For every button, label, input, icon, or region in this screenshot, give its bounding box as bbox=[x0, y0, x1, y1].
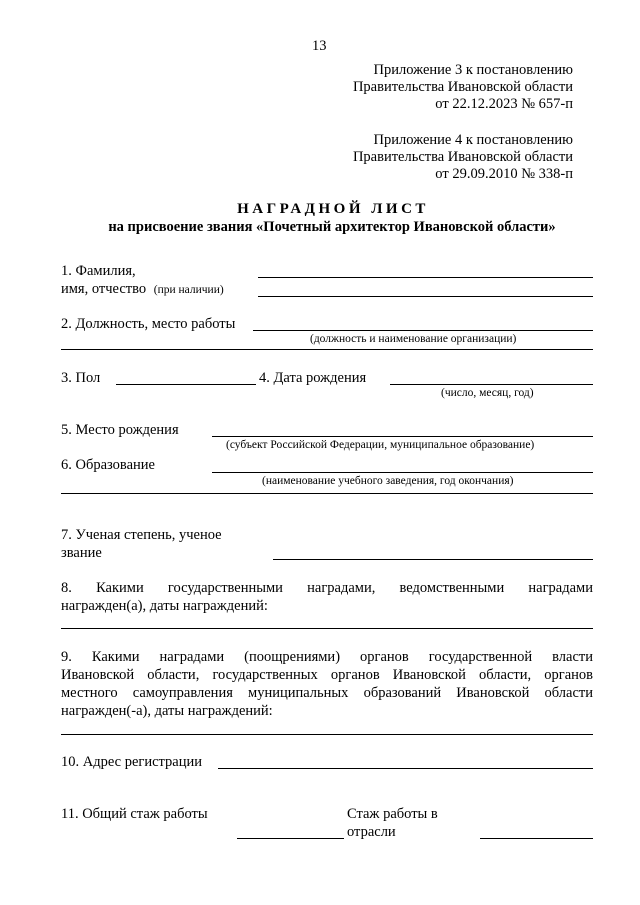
field-name-note: (при наличии) bbox=[153, 284, 224, 296]
field-position-label: 2. Должность, место работы bbox=[61, 316, 236, 332]
field-birthplace-hint: (субъект Российской Федерации, муниципальное образование) bbox=[226, 439, 535, 451]
field-name-label-b bbox=[61, 281, 224, 298]
field-education-line[interactable] bbox=[212, 472, 593, 473]
field-position-line-1[interactable] bbox=[253, 330, 593, 331]
field-birthplace-line[interactable] bbox=[212, 436, 593, 437]
appendix-original-line2: Правительства Ивановской области bbox=[352, 149, 573, 165]
field-name-label-b-text: имя, отчество bbox=[61, 281, 147, 297]
page-number: 13 bbox=[312, 38, 327, 54]
field-industry-experience-line[interactable] bbox=[480, 838, 593, 839]
appendix-current-line1: Приложение 3 к постановлению bbox=[373, 62, 573, 78]
appendix-original bbox=[353, 132, 573, 183]
field-industry-experience-label-b: отрасли bbox=[347, 824, 396, 840]
field-degree-label-b: звание bbox=[61, 545, 102, 561]
appendix-current bbox=[353, 62, 573, 113]
field-education-hint: (наименование учебного заведения, год окончания) bbox=[262, 475, 514, 487]
field-address-line[interactable] bbox=[218, 768, 593, 769]
field-birthdate-label: 4. Дата рождения bbox=[259, 370, 367, 386]
document-title: НАГРАДНОЙ ЛИСТ bbox=[237, 201, 429, 217]
field-address-label: 10. Адрес регистрации bbox=[61, 754, 203, 770]
field-state-awards-line-b: награжден(а), даты награждений: bbox=[61, 598, 268, 614]
field-state-awards-line[interactable] bbox=[61, 628, 593, 629]
field-birthdate-line[interactable] bbox=[390, 384, 593, 385]
field-experience-line[interactable] bbox=[237, 838, 344, 839]
field-regional-awards-line-c: местного самоуправления муниципальных образований Ивановской области bbox=[61, 685, 593, 701]
field-education-line-2[interactable] bbox=[61, 493, 593, 494]
field-education-label: 6. Образование bbox=[61, 457, 155, 473]
field-name-line-1[interactable] bbox=[258, 277, 593, 278]
field-degree-label-a: 7. Ученая степень, ученое bbox=[61, 527, 222, 543]
appendix-original-line3: от 29.09.2010 № 338-п bbox=[435, 166, 573, 182]
field-regional-awards-line-a: 9. Какими наградами (поощрениями) органов государственной власти bbox=[61, 649, 593, 665]
field-name-line-2[interactable] bbox=[258, 296, 593, 297]
field-state-awards-line-a: 8. Какими государственными наградами, ведомственными наградами bbox=[61, 580, 593, 596]
field-position-line-2[interactable] bbox=[61, 349, 593, 350]
document-subtitle: на присвоение звания «Почетный архитектор Ивановской области» bbox=[108, 219, 556, 235]
appendix-current-line2: Правительства Ивановской области bbox=[352, 79, 573, 95]
field-industry-experience-label-a: Стаж работы в bbox=[347, 806, 438, 822]
field-experience-label: 11. Общий стаж работы bbox=[61, 806, 208, 822]
field-regional-awards-line[interactable] bbox=[61, 734, 593, 735]
field-birthplace-label: 5. Место рождения bbox=[61, 422, 179, 438]
field-sex-line[interactable] bbox=[116, 384, 256, 385]
appendix-original-line1: Приложение 4 к постановлению bbox=[373, 132, 573, 148]
field-degree-line[interactable] bbox=[273, 559, 593, 560]
field-sex-label: 3. Пол bbox=[61, 370, 101, 386]
appendix-current-line3: от 22.12.2023 № 657-п bbox=[435, 96, 573, 112]
field-name-label-a: 1. Фамилия, bbox=[61, 263, 136, 279]
field-position-hint: (должность и наименование организации) bbox=[310, 333, 517, 345]
field-birthdate-hint: (число, месяц, год) bbox=[441, 387, 534, 399]
field-regional-awards-line-d: награжден(-а), даты награждений: bbox=[61, 703, 273, 719]
field-regional-awards-line-b: Ивановской области, государственных органов Ивановской области, органов bbox=[61, 667, 593, 683]
